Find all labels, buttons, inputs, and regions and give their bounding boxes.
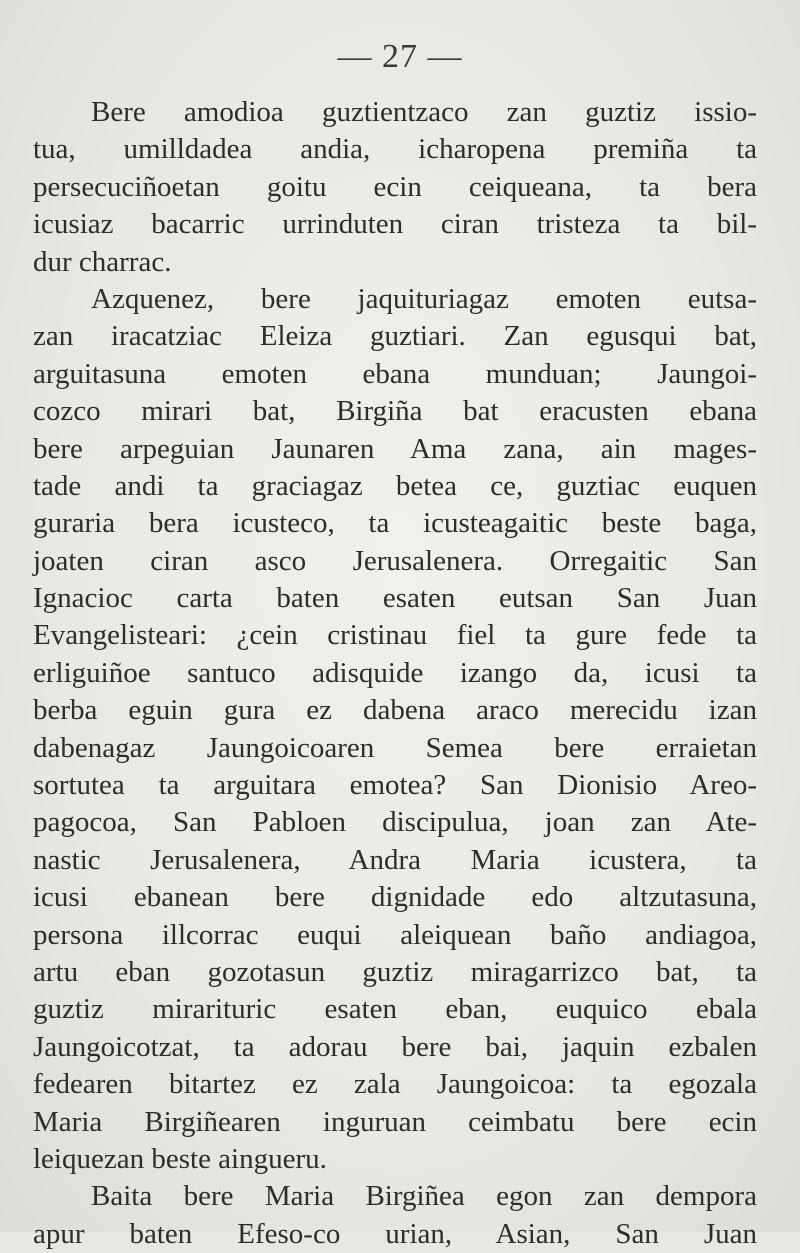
text-line: dabenagaz Jaungoicoaren Semea bere erraietan bbox=[33, 731, 757, 764]
text-line: dur charrac. bbox=[33, 245, 172, 278]
body-text bbox=[33, 94, 757, 1253]
text-line: Baita bere Maria Birgiñea egon zan dempora bbox=[91, 1180, 757, 1213]
text-line: leiquezan beste aingueru. bbox=[33, 1142, 327, 1175]
text-line: Maria Birgiñearen inguruan ceimbatu bere ecin bbox=[33, 1105, 757, 1138]
text-line: icusi ebanean bere dignidade edo altzutasuna, bbox=[33, 881, 757, 914]
page-number: — 27 — bbox=[337, 38, 463, 75]
text-line: bere arpeguian Jaunaren Ama zana, ain mages- bbox=[33, 432, 757, 465]
text-line: guraria bera icusteco, ta icusteagaitic beste baga, bbox=[33, 507, 757, 540]
text-line: Bere amodioa guztientzaco zan guztiz issio- bbox=[91, 96, 757, 128]
text-line: guztiz mirarituric esaten eban, euquico ebala bbox=[33, 993, 757, 1026]
text-line: joaten ciran asco Jerusalenera. Orregaitic San bbox=[33, 544, 757, 577]
text-line: cozco mirari bat, Birgiña bat eracusten ebana bbox=[33, 395, 757, 428]
text-line: sortutea ta arguitara emotea? San Dionisio Areo- bbox=[33, 769, 757, 802]
text-line: tua, umilldadea andia, icharopena premiña ta bbox=[33, 133, 757, 166]
text-line: icusiaz bacarric urrinduten ciran tristeza ta bil- bbox=[33, 208, 757, 241]
text-line: Azquenez, bere jaquituriagaz emoten eutsa- bbox=[91, 282, 757, 315]
text-line: Ignacioc carta baten esaten eutsan San Juan bbox=[33, 582, 757, 615]
text-line: persecuciñoetan goitu ecin ceiqueana, ta bera bbox=[33, 170, 757, 203]
text-line: nastic Jerusalenera, Andra Maria icustera, ta bbox=[33, 843, 757, 876]
text-line: arguitasuna emoten ebana munduan; Jaungoi- bbox=[33, 357, 757, 390]
text-line: tade andi ta graciagaz betea ce, guztiac euquen bbox=[33, 469, 757, 502]
text-line: fedearen bitartez ez zala Jaungoicoa: ta egozala bbox=[33, 1068, 757, 1101]
text-line: erliguiñoe santuco adisquide izango da, icusi ta bbox=[33, 656, 757, 689]
text-line: artu eban gozotasun guztiz miragarrizco bat, ta bbox=[33, 955, 757, 988]
text-line: zan iracatziac Eleiza guztiari. Zan egusqui bat, bbox=[33, 320, 757, 353]
text-line: berba eguin gura ez dabena araco merecidu izan bbox=[33, 694, 757, 727]
text-line: persona illcorrac euqui aleiquean baño andiagoa, bbox=[33, 918, 757, 951]
text-line: Evangelisteari: ¿cein cristinau fiel ta gure fede ta bbox=[33, 619, 757, 652]
text-line: pagocoa, San Pabloen discipulua, joan zan Ate- bbox=[33, 806, 757, 839]
text-line: Jaungoicotzat, ta adorau bere bai, jaquin ezbalen bbox=[33, 1030, 757, 1063]
text-line: apur baten Efeso-co urian, Asian, San Juan bbox=[33, 1217, 757, 1250]
